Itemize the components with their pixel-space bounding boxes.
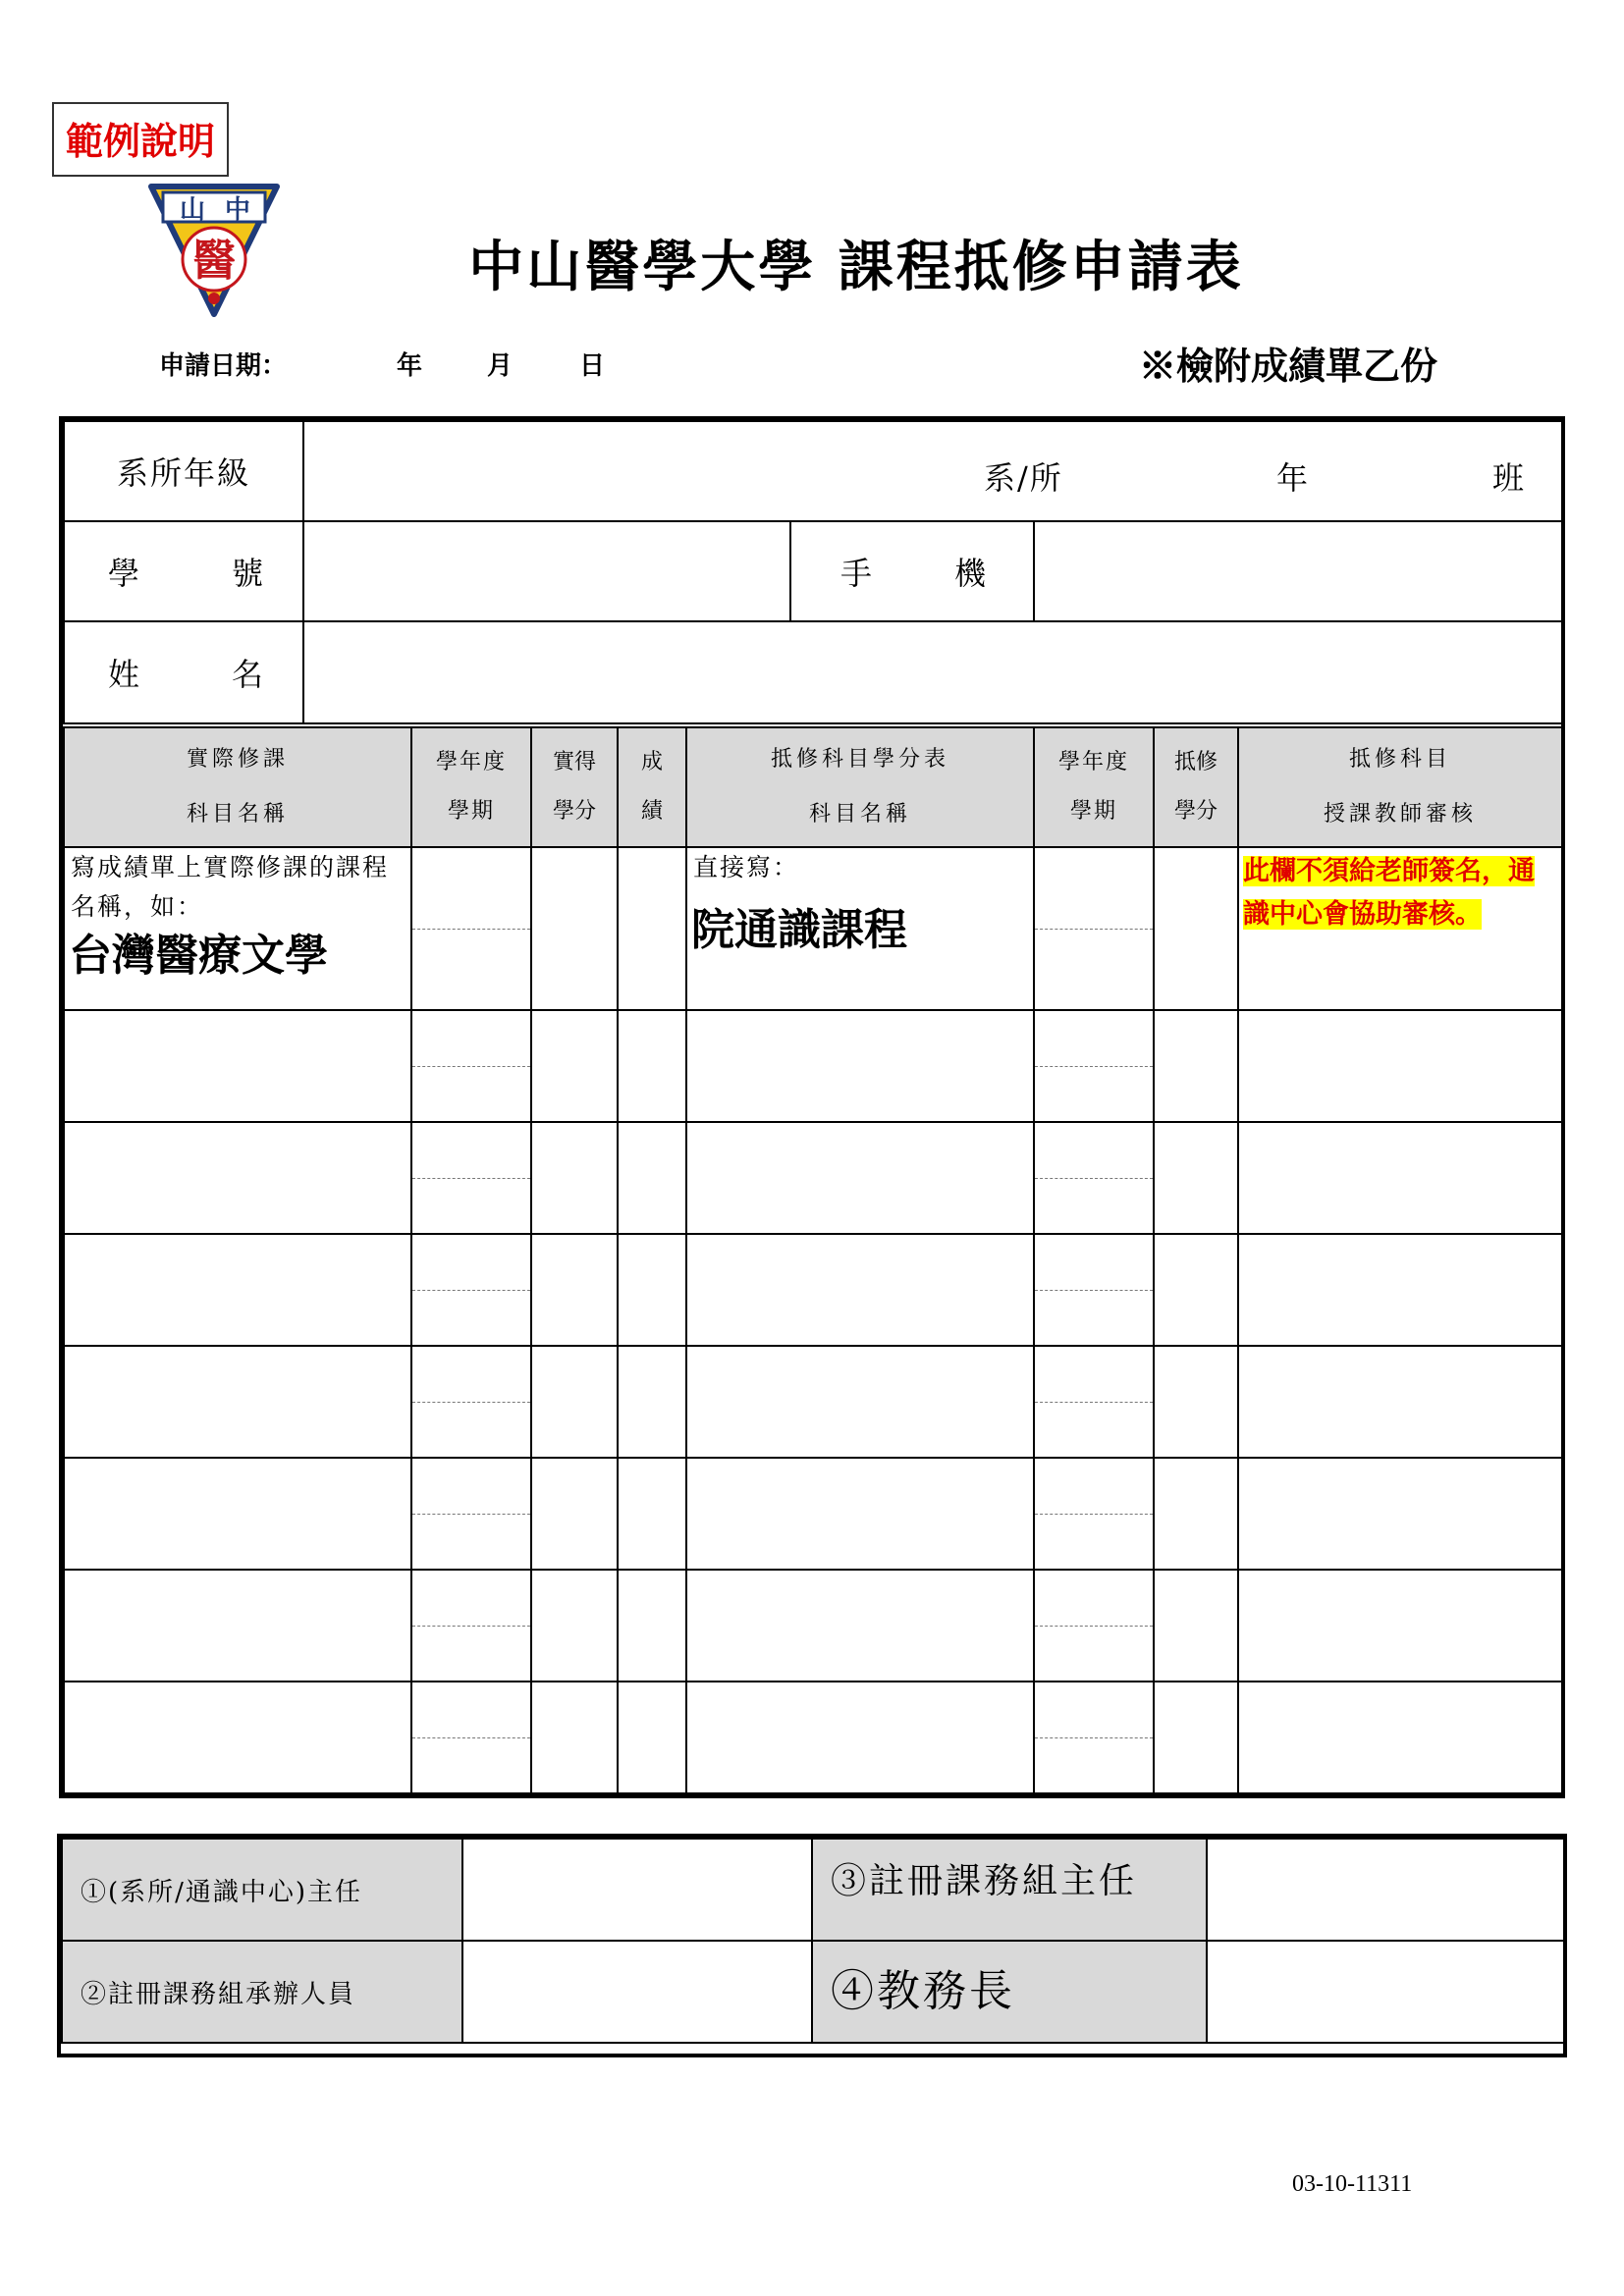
class-suffix: 班: [1492, 459, 1527, 497]
header-actual-term: 學年度 學期: [411, 727, 531, 847]
grade-cell[interactable]: [618, 847, 686, 1010]
form-code: 03-10-11311: [1292, 2171, 1413, 2197]
offset-term-cell[interactable]: [1034, 847, 1154, 1010]
phone-label: 手 機: [790, 521, 1034, 621]
offset-term-cell[interactable]: [1034, 1682, 1154, 1793]
actual-course-cell[interactable]: [64, 1234, 411, 1346]
signature-field-registrar-staff[interactable]: [462, 1941, 812, 2043]
grade-cell[interactable]: [618, 1346, 686, 1458]
example-offset-course-name: 院通識課程: [691, 905, 907, 955]
logo-text-right: 中: [224, 195, 251, 225]
review-note: 此欄不須給老師簽名，通識中心會協助審核。: [1243, 856, 1535, 930]
grade-cell[interactable]: [618, 1010, 686, 1122]
dept-grade-field[interactable]: [303, 421, 1562, 521]
term-cell[interactable]: [411, 1570, 531, 1682]
review-cell[interactable]: [1238, 1010, 1562, 1122]
header-actual-course: 實際修課 科目名稱: [64, 727, 411, 847]
header-offset-term: 學年度 學期: [1034, 727, 1154, 847]
table-row: [64, 1458, 1562, 1570]
header-offset-course: 抵修科目學分表 科目名稱: [686, 727, 1034, 847]
example-actual-course: [64, 847, 411, 1010]
example-actual-hint: 寫成績單上實際修課的課程名稱，如：: [71, 853, 390, 921]
credits-cell[interactable]: [531, 847, 618, 1010]
review-cell[interactable]: [1238, 1234, 1562, 1346]
student-id-label: 學 號: [64, 521, 303, 621]
phone-field[interactable]: [1034, 521, 1562, 621]
dept-suffix: 系/所: [984, 459, 1063, 497]
example-offset-hint: 直接寫：: [693, 853, 800, 881]
logo-text-left: 山: [179, 195, 206, 225]
offset-course-cell[interactable]: [686, 1570, 1034, 1682]
header-credits: 實得 學分: [531, 727, 618, 847]
header-grade: 成 績: [618, 727, 686, 847]
dept-grade-label: 系所年級: [64, 421, 303, 521]
table-row: [64, 1570, 1562, 1682]
offset-course-cell[interactable]: [686, 1234, 1034, 1346]
grade-cell[interactable]: [618, 1458, 686, 1570]
year-suffix: 年: [1276, 459, 1311, 497]
date-day: 日: [579, 351, 606, 381]
page-title: 中山醫學大學 課程抵修申請表: [468, 235, 1244, 299]
offset-term-cell[interactable]: [1034, 1010, 1154, 1122]
grade-cell[interactable]: [618, 1570, 686, 1682]
table-row: [64, 1234, 1562, 1346]
actual-course-cell[interactable]: [64, 1682, 411, 1793]
offset-term-cell[interactable]: [1034, 1122, 1154, 1234]
actual-course-cell[interactable]: [64, 1458, 411, 1570]
term-cell[interactable]: [411, 1122, 531, 1234]
table-row: [64, 1682, 1562, 1793]
signature-field-dept-head[interactable]: [462, 1839, 812, 1941]
credits-cell[interactable]: [531, 1122, 618, 1234]
grade-cell[interactable]: [618, 1122, 686, 1234]
offset-term-cell[interactable]: [1034, 1570, 1154, 1682]
offset-term-cell[interactable]: [1034, 1234, 1154, 1346]
term-cell[interactable]: [411, 1234, 531, 1346]
offset-credits-cell[interactable]: [1154, 1346, 1238, 1458]
signature-field-registrar-head[interactable]: [1207, 1839, 1564, 1941]
signature-table: [61, 1838, 1565, 2044]
term-cell[interactable]: [411, 847, 531, 1010]
offset-credits-cell[interactable]: [1154, 1234, 1238, 1346]
review-cell[interactable]: [1238, 1122, 1562, 1234]
term-cell[interactable]: [411, 1010, 531, 1122]
offset-course-cell[interactable]: [686, 1010, 1034, 1122]
course-offset-table: [63, 726, 1563, 1794]
review-cell[interactable]: [1238, 1570, 1562, 1682]
credits-cell[interactable]: [531, 1682, 618, 1793]
offset-course-cell[interactable]: [686, 1122, 1034, 1234]
example-offset-course: [686, 847, 1034, 1010]
signature-label-registrar-staff: ②註冊課務組承辦人員: [62, 1941, 462, 2043]
student-info-table: [63, 420, 1563, 724]
term-cell[interactable]: [411, 1458, 531, 1570]
date-year: 年: [397, 351, 423, 381]
offset-term-cell[interactable]: [1034, 1346, 1154, 1458]
credits-cell[interactable]: [531, 1010, 618, 1122]
actual-course-cell[interactable]: [64, 1346, 411, 1458]
date-label: 申請日期：: [159, 351, 288, 381]
review-cell[interactable]: [1238, 1346, 1562, 1458]
attachment-note: ※檢附成績單乙份: [1139, 344, 1438, 388]
table-row: [64, 847, 1562, 1010]
offset-credits-cell[interactable]: [1154, 1010, 1238, 1122]
review-cell[interactable]: [1238, 1458, 1562, 1570]
credits-cell[interactable]: [531, 1234, 618, 1346]
credits-cell[interactable]: [531, 1458, 618, 1570]
actual-course-cell[interactable]: [64, 1010, 411, 1122]
header-offset-credits: 抵修 學分: [1154, 727, 1238, 847]
offset-course-cell[interactable]: [686, 1682, 1034, 1793]
table-row: [64, 1346, 1562, 1458]
credits-cell[interactable]: [531, 1346, 618, 1458]
offset-course-cell[interactable]: [686, 1346, 1034, 1458]
example-actual-course-name: 台灣醫療文學: [69, 931, 328, 981]
review-note-cell: [1238, 847, 1562, 1010]
name-field[interactable]: [303, 621, 1562, 723]
term-cell[interactable]: [411, 1682, 531, 1793]
signature-field-dean[interactable]: [1207, 1941, 1564, 2043]
date-month: 月: [487, 351, 514, 381]
table-row: [64, 1122, 1562, 1234]
student-id-field[interactable]: [303, 521, 790, 621]
signature-label-dept-head: ①(系所/通識中心)主任: [62, 1839, 462, 1941]
offset-credits-cell[interactable]: [1154, 1682, 1238, 1793]
actual-course-cell[interactable]: [64, 1570, 411, 1682]
offset-credits-cell[interactable]: [1154, 847, 1238, 1010]
signature-label-dean: ④教務長: [812, 1941, 1207, 2043]
sample-tag: 範例說明: [52, 102, 229, 177]
term-cell[interactable]: [411, 1346, 531, 1458]
offset-credits-cell[interactable]: [1154, 1122, 1238, 1234]
header-review: 抵修科目 授課教師審核: [1238, 727, 1562, 847]
actual-course-cell[interactable]: [64, 1122, 411, 1234]
offset-credits-cell[interactable]: [1154, 1458, 1238, 1570]
credits-cell[interactable]: [531, 1570, 618, 1682]
signature-label-registrar-head: ③註冊課務組主任: [812, 1839, 1207, 1941]
table-row: [64, 1010, 1562, 1122]
grade-cell[interactable]: [618, 1234, 686, 1346]
offset-term-cell[interactable]: [1034, 1458, 1154, 1570]
offset-credits-cell[interactable]: [1154, 1570, 1238, 1682]
name-label: 姓 名: [64, 621, 303, 723]
logo-text-center: 醫: [192, 236, 236, 286]
review-cell[interactable]: [1238, 1682, 1562, 1793]
offset-course-cell[interactable]: [686, 1458, 1034, 1570]
grade-cell[interactable]: [618, 1682, 686, 1793]
